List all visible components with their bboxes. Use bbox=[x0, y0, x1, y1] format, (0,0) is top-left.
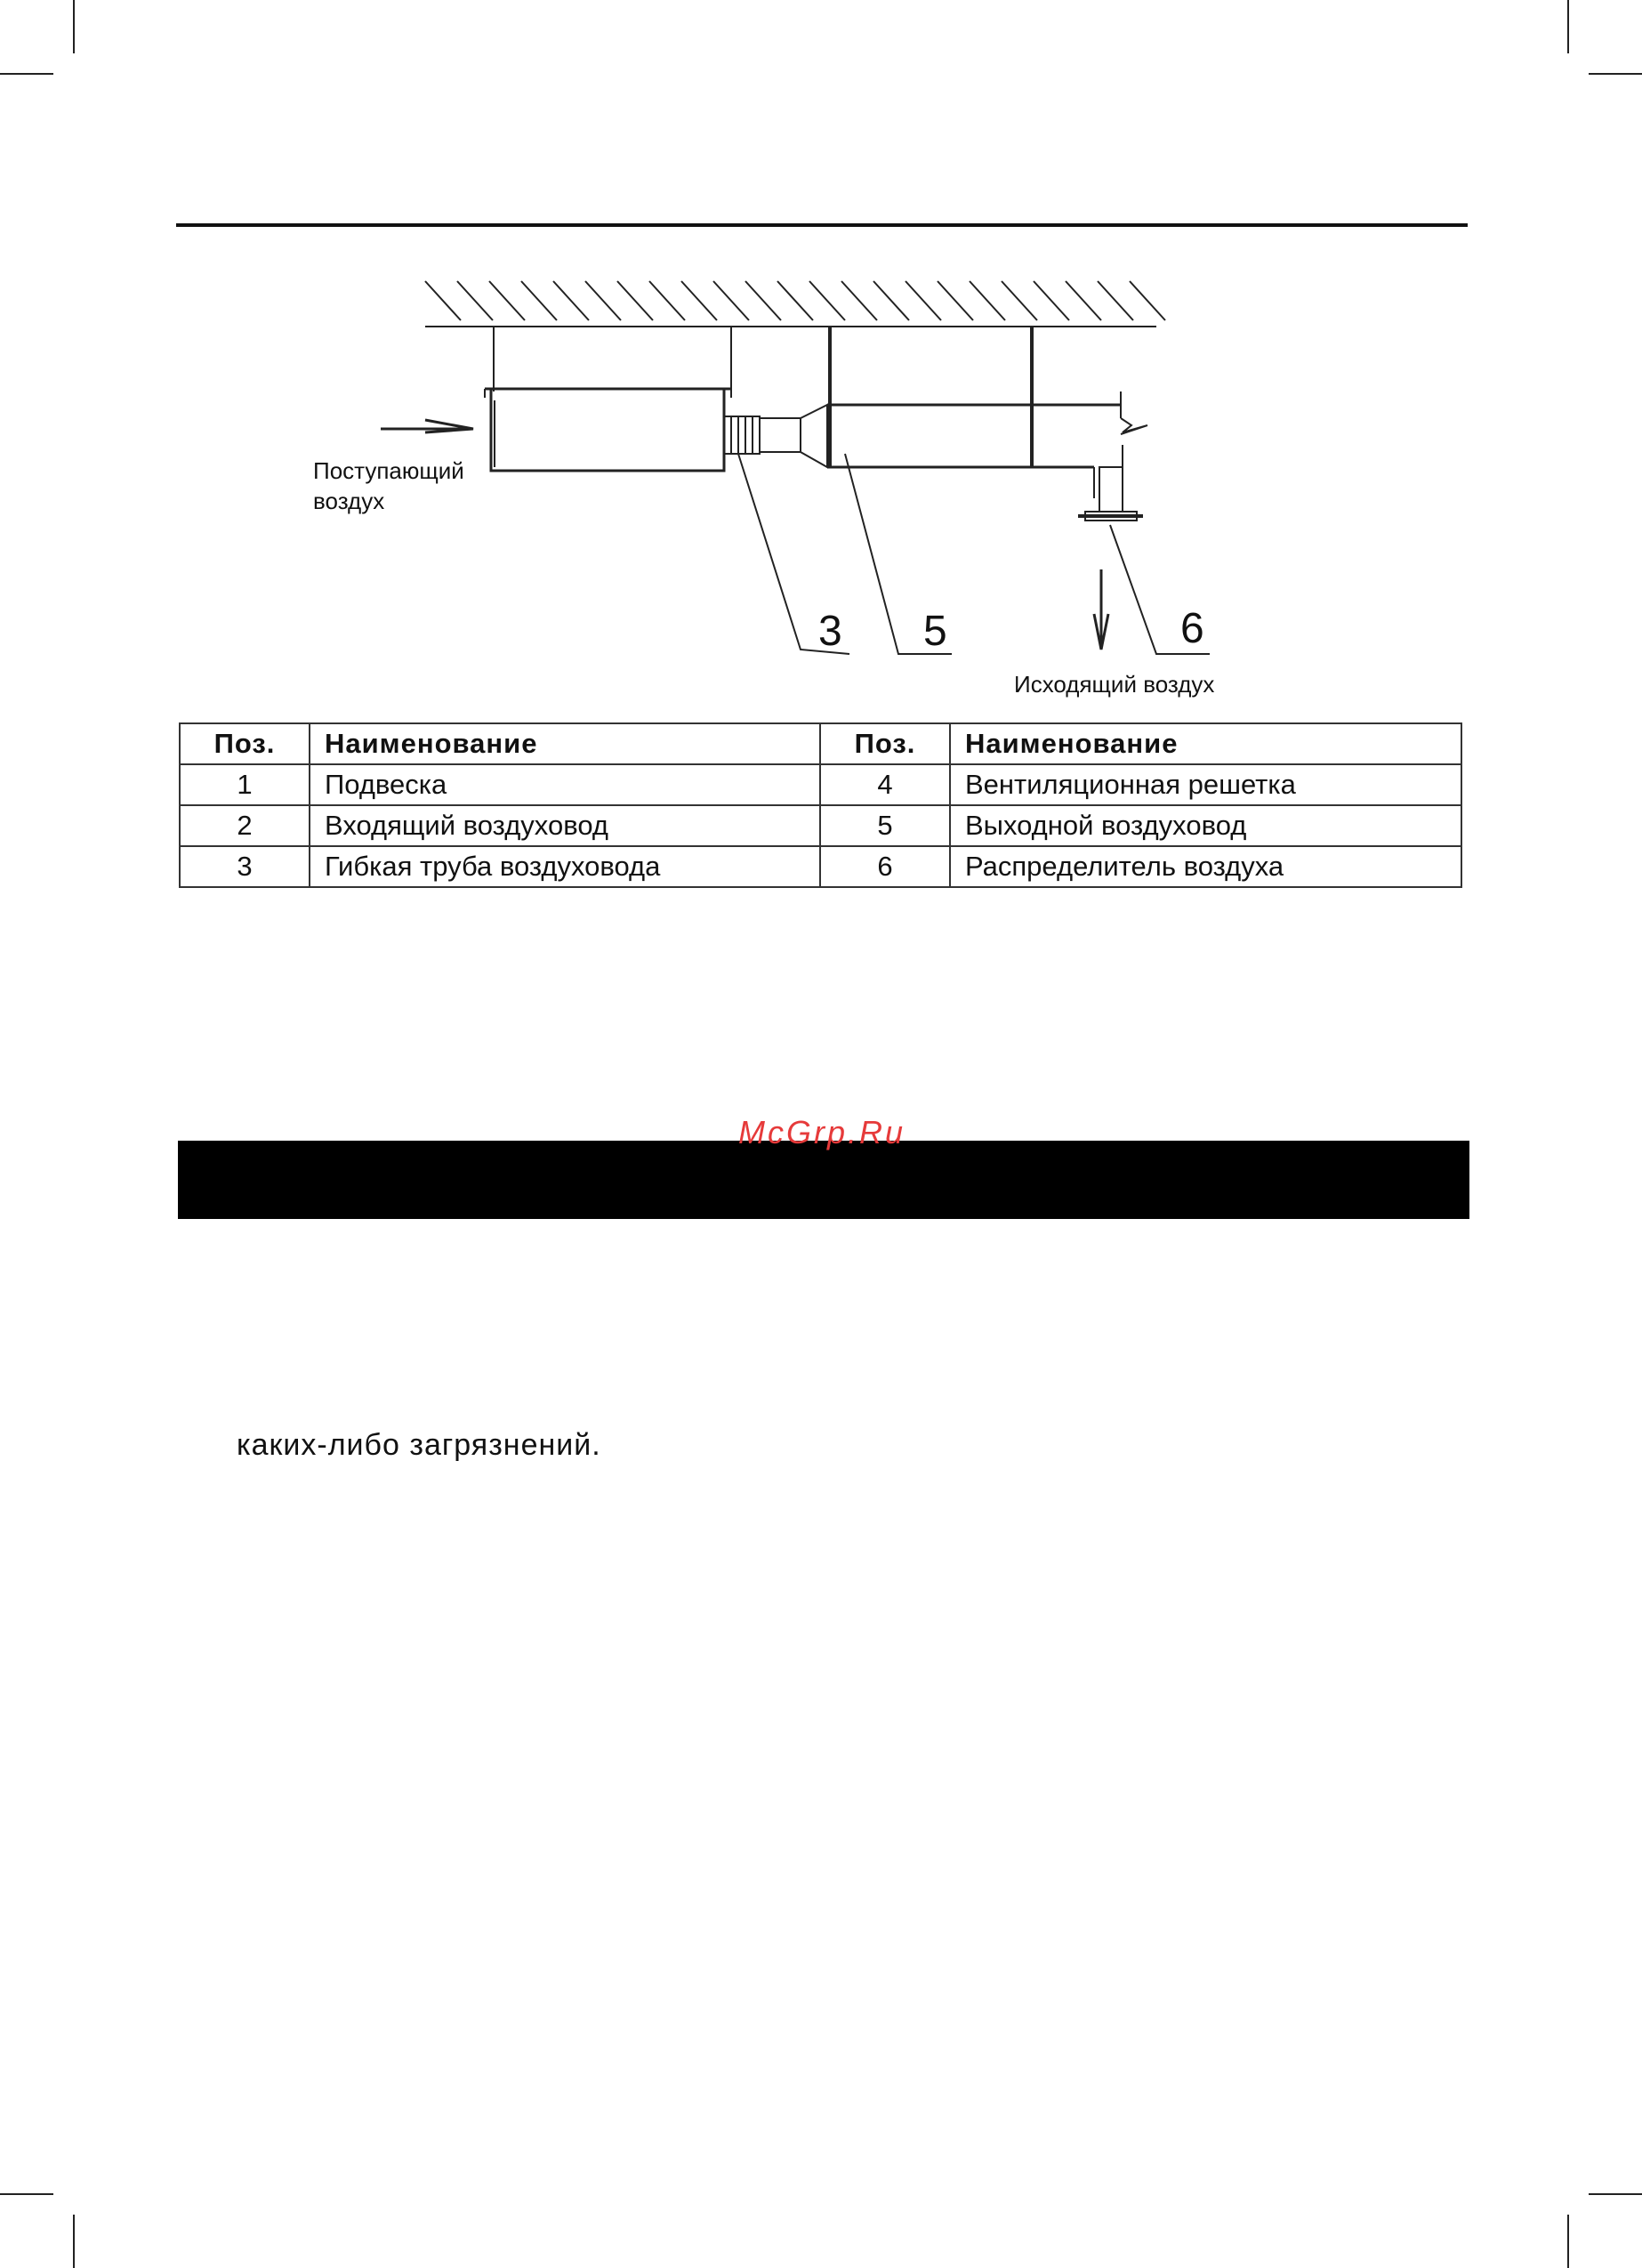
name-cell: Распределитель воздуха bbox=[950, 846, 1461, 887]
header-pos: Поз. bbox=[180, 723, 310, 764]
name-cell: Входящий воздуховод bbox=[310, 805, 820, 846]
callout-5: 5 bbox=[923, 608, 947, 655]
hatch-stroke bbox=[457, 281, 493, 320]
hatch-stroke bbox=[617, 281, 653, 320]
hatch-stroke bbox=[938, 281, 973, 320]
crop-mark bbox=[1567, 2215, 1569, 2268]
flexible-pipe bbox=[724, 416, 760, 454]
outgoing-air-label: Исходящий воздух bbox=[1014, 671, 1215, 698]
hatch-stroke bbox=[1034, 281, 1069, 320]
hatch-stroke bbox=[1066, 281, 1101, 320]
pos-cell: 1 bbox=[180, 764, 310, 805]
name-cell: Вентиляционная решетка bbox=[950, 764, 1461, 805]
reducer bbox=[801, 405, 827, 467]
hatch-stroke bbox=[649, 281, 685, 320]
name-cell: Гибкая труба воздуховода bbox=[310, 846, 820, 887]
section-header-bar bbox=[178, 1141, 1469, 1219]
pos-cell: 6 bbox=[820, 846, 950, 887]
callout-6: 6 bbox=[1180, 605, 1204, 652]
ceiling-hatching bbox=[425, 281, 1165, 320]
pos-cell: 3 bbox=[180, 846, 310, 887]
header-name: Наименование bbox=[310, 723, 820, 764]
hatch-stroke bbox=[553, 281, 589, 320]
incoming-air-label-line2: воздух bbox=[313, 488, 385, 514]
hatch-stroke bbox=[521, 281, 557, 320]
hatch-stroke bbox=[425, 281, 461, 320]
crop-mark bbox=[73, 2215, 75, 2268]
crop-mark bbox=[1589, 2193, 1642, 2195]
header-name: Наименование bbox=[950, 723, 1461, 764]
hatch-stroke bbox=[681, 281, 717, 320]
hatch-stroke bbox=[906, 281, 941, 320]
hatch-stroke bbox=[713, 281, 749, 320]
hatch-stroke bbox=[745, 281, 781, 320]
hatch-stroke bbox=[1098, 281, 1133, 320]
pos-cell: 2 bbox=[180, 805, 310, 846]
body-text: каких-либо загрязнений. bbox=[237, 1428, 601, 1462]
hatch-stroke bbox=[873, 281, 909, 320]
parts-table bbox=[179, 722, 1462, 888]
hatch-stroke bbox=[489, 281, 525, 320]
callout-3: 3 bbox=[818, 608, 842, 655]
name-cell: Подвеска bbox=[310, 764, 820, 805]
pos-cell: 4 bbox=[820, 764, 950, 805]
hatch-stroke bbox=[841, 281, 877, 320]
table-row bbox=[180, 764, 1461, 805]
incoming-air-label bbox=[313, 456, 464, 516]
hatch-stroke bbox=[970, 281, 1005, 320]
header-pos: Поз. bbox=[820, 723, 950, 764]
indoor-unit bbox=[491, 389, 724, 471]
duct-installation-diagram bbox=[0, 0, 1642, 712]
crop-mark bbox=[0, 2193, 53, 2195]
hatch-stroke bbox=[1002, 281, 1037, 320]
table-header-row bbox=[180, 723, 1461, 764]
air-distributor bbox=[1099, 467, 1123, 512]
table-row bbox=[180, 846, 1461, 887]
name-cell: Выходной воздуховод bbox=[950, 805, 1461, 846]
hatch-stroke bbox=[585, 281, 621, 320]
hatch-stroke bbox=[809, 281, 845, 320]
pos-cell: 5 bbox=[820, 805, 950, 846]
watermark: McGrp.Ru bbox=[738, 1114, 906, 1150]
hatch-stroke bbox=[1130, 281, 1165, 320]
table-row bbox=[180, 805, 1461, 846]
incoming-air-label-line1: Поступающий bbox=[313, 457, 464, 484]
hatch-stroke bbox=[777, 281, 813, 320]
